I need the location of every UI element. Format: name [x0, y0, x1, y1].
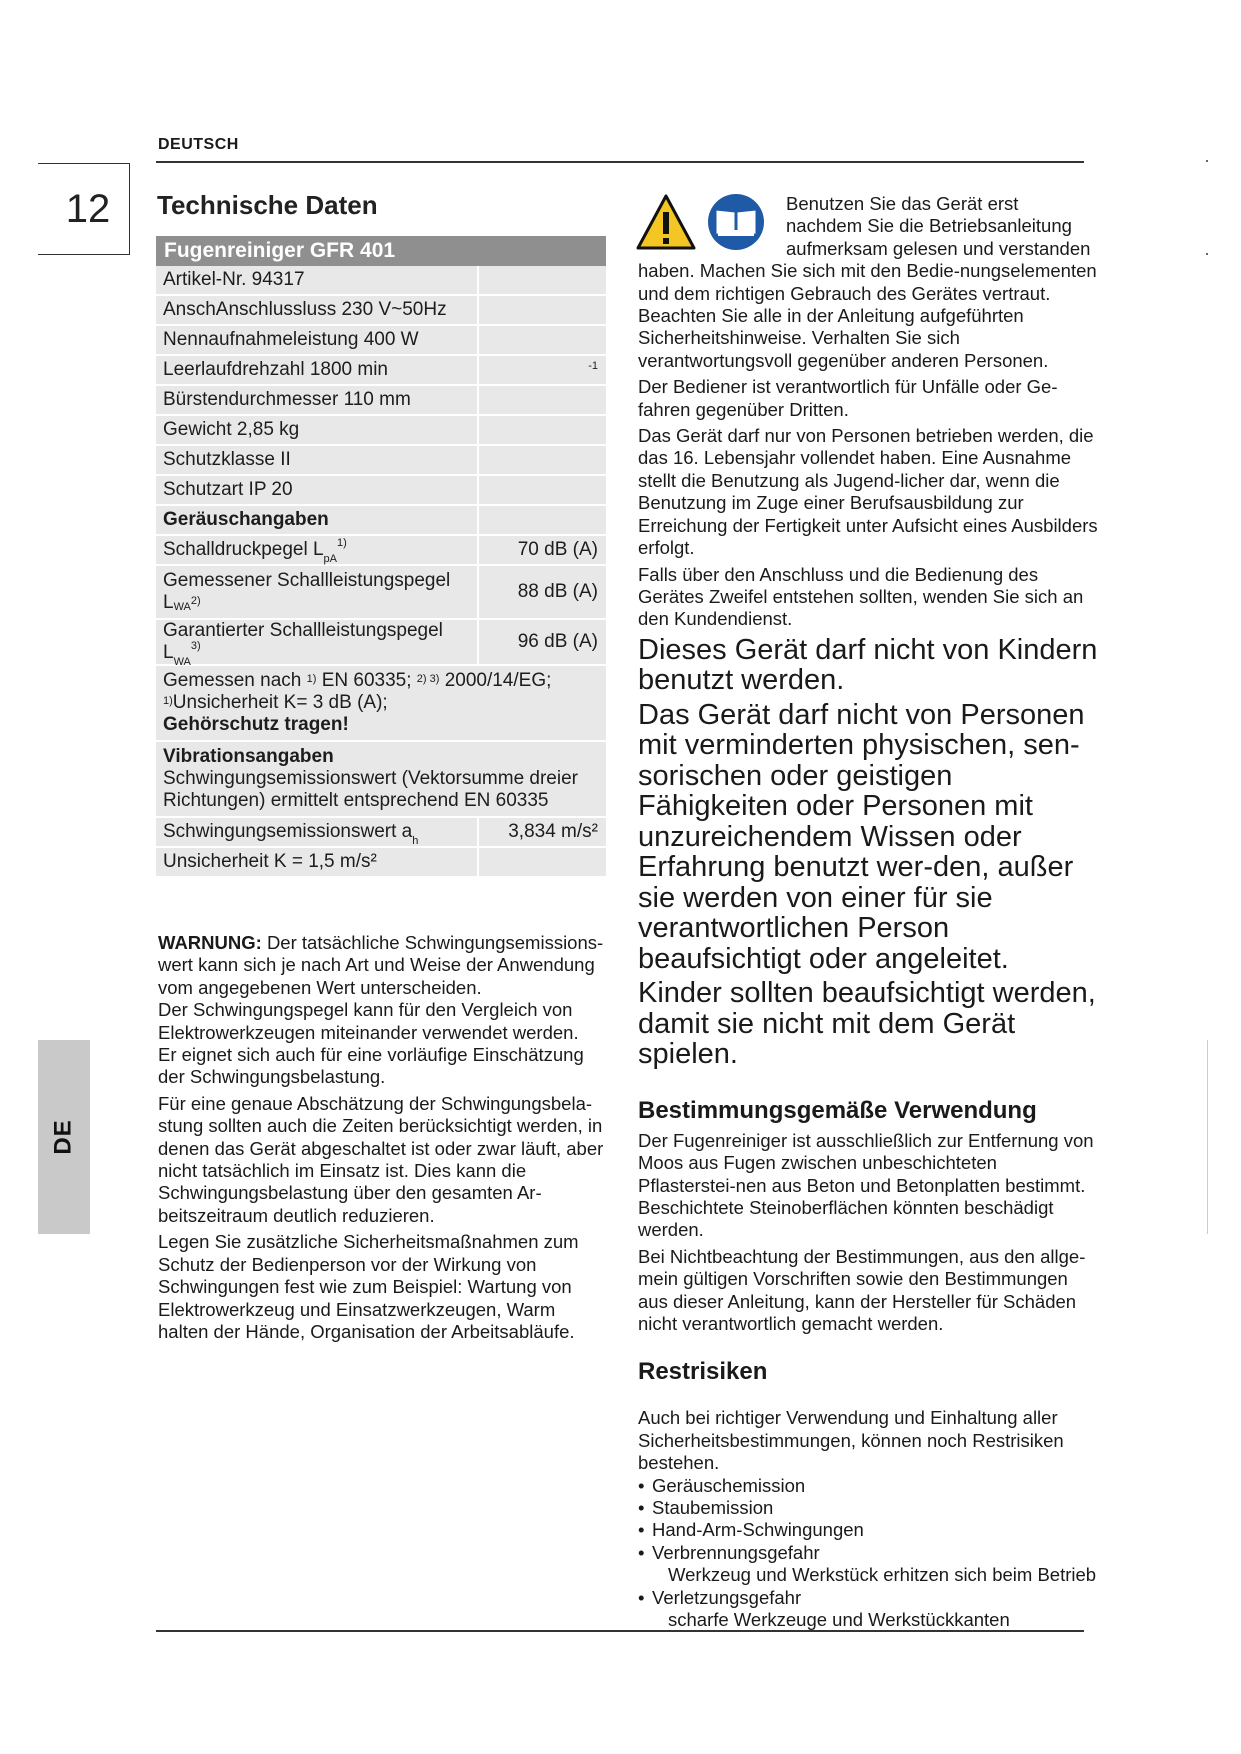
top-divider — [156, 161, 1084, 163]
residual-risks-intro: Auch bei richtiger Verwendung und Einhaltung aller Sicherheitsbestimmungen, können noch Restrisiken bestehen. — [638, 1407, 1064, 1474]
risk-label: Verletzungsgefahr — [652, 1586, 802, 1608]
subscript: h — [412, 835, 419, 847]
language-header: DEUTSCH — [158, 136, 239, 153]
table-row — [156, 506, 606, 536]
table-row — [156, 416, 606, 446]
superscript: 1) — [306, 673, 317, 685]
warning-text: Für eine genaue Abschätzung der Schwingungsbela-stung sollten auch die Zeiten berücksichtigt werden, in denen das Gerät abgeschaltet ist oder zwar läuft, aber nicht tatsächlich im Einsatz ist. Dies kann die Schwingungsbelastung über den gesamten Ar-beitszeitraum deutlich reduzieren. — [158, 1092, 604, 1226]
spec-label: Nennaufnahmeleistung 400 W — [156, 326, 477, 356]
residual-risks-title: Restrisiken — [638, 1358, 768, 1386]
risk-label: Verbrennungsgefahr — [652, 1541, 820, 1563]
warning-text: Der Schwingungspegel kann für den Vergleich von Elektrowerkzeugen miteinander verwendet werden. — [158, 999, 579, 1043]
risk-note: Werkzeug und Werkstück erhitzen sich beim Betrieb — [668, 1564, 1097, 1586]
superscript: 1) — [337, 537, 347, 549]
technical-data-title: Technische Daten — [157, 190, 378, 220]
list-item — [638, 1519, 1098, 1541]
spec-label: Schutzart IP 20 — [156, 476, 477, 506]
label-text: Garantierter Schallleistungspegel L — [163, 620, 443, 663]
spec-value: 3,834 m/s² — [477, 818, 606, 848]
table-row — [156, 446, 606, 476]
safety-text: Das Gerät darf nur von Personen betrieben werden, die das 16. Lebensjahr vollendet haben. Eine Ausnahme stellt die Benutzung als Jugend-licher dar, wenn die Benutzung im Zuge einer Berufsausbildung zur Erreichung der Fertigkeit unter Aufsicht eines Ausbilders erfolgt. — [638, 425, 1098, 559]
children-warning: Dieses Gerät darf nicht von Kindern benutzt werden. — [638, 633, 1098, 697]
safety-column — [638, 193, 1098, 1631]
label-text: Schwingungsemissionswert a — [163, 821, 413, 842]
list-item — [638, 1542, 1098, 1587]
spec-label: Unsicherheit K = 1,5 m/s² — [156, 848, 477, 878]
intended-use-text: Bei Nichtbeachtung der Bestimmungen, aus den allge-mein gültigen Vorschriften sowie den Bestimmungen aus dieser Anleitung, kann der Hersteller für Schäden nicht verantwortlich gemacht werden. — [638, 1245, 1086, 1334]
list-item — [638, 1475, 1098, 1497]
spec-value — [477, 326, 606, 356]
table-row — [156, 476, 606, 506]
safety-text: Falls über den Anschluss und die Bedienung des Gerätes Zweifel entstehen sollten, wenden Sie sich an den Kundendienst. — [638, 563, 1084, 630]
subscript: pA — [323, 553, 338, 565]
spec-value: 96 dB (A) — [477, 620, 606, 666]
crop-mark — [1206, 160, 1208, 162]
spec-value — [477, 386, 606, 416]
spec-label — [156, 620, 477, 666]
table-row — [156, 386, 606, 416]
label-text: Schalldruckpegel L — [163, 539, 324, 560]
table-row — [156, 742, 606, 818]
table-row — [156, 666, 606, 742]
table-row — [156, 566, 606, 620]
page-number: 12 — [65, 187, 111, 231]
side-tab-label: DE — [50, 1119, 77, 1155]
spec-value — [477, 476, 606, 506]
risk-label: Geräuschemission — [652, 1474, 806, 1496]
subscript: WA — [173, 601, 191, 613]
language-side-tab — [38, 1040, 90, 1234]
hearing-protection-note: Gehörschutz tragen! — [163, 714, 349, 735]
subscript: WA — [173, 656, 191, 668]
safety-text: Der Bediener ist verantwortlich für Unfälle oder Ge-fahren gegenüber Dritten. — [638, 376, 1058, 420]
list-item — [638, 1587, 1098, 1632]
table-row — [156, 536, 606, 566]
safety-intro — [638, 193, 1098, 372]
spec-table — [156, 236, 606, 878]
spec-label: Gewicht 2,85 kg — [156, 416, 477, 446]
product-name: Fugenreiniger GFR 401 — [156, 236, 606, 266]
spec-value: 88 dB (A) — [477, 566, 606, 620]
spec-value — [477, 446, 606, 476]
table-row — [156, 818, 606, 848]
empty-cell — [477, 848, 606, 878]
persons-warning: Das Gerät darf nicht von Personen mit verminderten physischen, sen-sorischen oder geistigen Fähigkeiten oder Personen mit unzureichendem Wissen oder Erfahrung benutzt wer-den, außer sie werden von einer für sie verantwortlichen Person beaufsichtigt oder angeleitet. — [638, 698, 1085, 975]
measured-uncertainty: Unsicherheit K= 3 dB (A); — [172, 692, 388, 713]
residual-risks-list — [638, 1475, 1098, 1632]
table-row — [156, 326, 606, 356]
spec-label: AnschAnschlussluss 230 V~50Hz — [156, 296, 477, 326]
icon-spacer — [638, 193, 786, 257]
spec-label — [156, 818, 477, 848]
spec-value — [477, 296, 606, 326]
crop-mark — [1206, 253, 1208, 255]
spec-value: -1 — [477, 356, 606, 386]
measured-standard: EN 60335; — [321, 670, 412, 691]
superscript: 2) — [190, 595, 201, 607]
table-row — [156, 266, 606, 296]
label-text: Gemessener Schallleistungspegel L — [163, 570, 451, 613]
warning-label: WARNUNG: — [158, 932, 262, 953]
spec-label: Schutzklasse II — [156, 446, 477, 476]
vibration-heading: Vibrationsangaben — [163, 746, 334, 767]
spec-label — [156, 536, 477, 566]
spec-label: Bürstendurchmesser 110 mm — [156, 386, 477, 416]
superscript: 1) — [163, 695, 173, 707]
warning-text: Er eignet sich auch für eine vorläufige Einschätzung der Schwingungsbelastung. — [158, 1044, 584, 1088]
spec-value — [477, 266, 606, 296]
table-row — [156, 848, 606, 878]
warning-section — [158, 932, 608, 1347]
warning-text: Der tatsächliche Schwingungsemissions-wert kann sich je nach Art und Weise der Anwendung vom angegebenen Wert unterscheiden. — [158, 932, 604, 998]
edge-line — [1207, 1040, 1208, 1234]
intended-use-text: Der Fugenreiniger ist ausschließlich zur Entfernung von Moos aus Fugen zwischen unbeschichteten Pflasterstei-nen aus Beton und Betonplatten bestimmt. Beschichtete Steinoberflächen könnten beschädigt werden. — [638, 1129, 1094, 1241]
spec-value: 70 dB (A) — [477, 536, 606, 566]
vibration-text: Schwingungsemissionswert (Vektorsumme dreier Richtungen) ermittelt entsprechend EN 60335 — [163, 768, 578, 811]
supervision-warning: Kinder sollten beaufsichtigt werden, damit sie nicht mit dem Gerät spielen. — [638, 977, 1096, 1071]
intended-use-title: Bestimmungsgemäße Verwendung — [638, 1096, 1037, 1124]
superscript: 3) — [190, 640, 201, 652]
risk-label: Hand-Arm-Schwingungen — [652, 1519, 864, 1541]
measured-prefix: Gemessen nach — [163, 670, 302, 691]
superscript: 2) 3) — [416, 673, 440, 685]
measured-note — [156, 666, 606, 742]
risk-note: scharfe Werkzeuge und Werkstückkanten — [668, 1609, 1010, 1631]
vibration-block — [156, 742, 606, 818]
bottom-divider — [156, 1630, 1084, 1632]
table-row — [156, 620, 606, 666]
table-row — [156, 296, 606, 326]
warning-text: Legen Sie zusätzliche Sicherheitsmaßnahmen zum Schutz der Bedienperson vor der Wirkung von Schwingungen fest wie zum Beispiel: Wartung von Elektrowerkzeug und Einsatzwerkzeugen, Warm halten der Hände, Organisation der Arbeitsabläufe. — [158, 1231, 579, 1342]
spec-label: Artikel-Nr. 94317 — [156, 266, 477, 296]
spec-value — [477, 416, 606, 446]
noise-heading: Geräuschangaben — [156, 506, 477, 536]
empty-cell — [477, 506, 606, 536]
spec-label — [156, 566, 477, 620]
risk-label: Staubemission — [652, 1497, 774, 1518]
list-item — [638, 1497, 1098, 1519]
spec-label: Leerlaufdrehzahl 1800 min — [156, 356, 477, 386]
safety-intro-text: Benutzen Sie das Gerät erst nachdem Sie die Betriebsanleitung aufmerksam gelesen und verstanden haben. Machen Sie sich mit den Bedie-nungselementen und dem richtigen Gebrauch des Gerätes vertraut. Beachten Sie alle in der Anleitung aufgeführten Sicherheitshinweise. Verhalten Sie sich verantwortungsvoll gegenüber anderen Personen. — [638, 193, 1097, 371]
table-row — [156, 356, 606, 386]
measured-directive: 2000/14/EG; — [444, 670, 552, 691]
